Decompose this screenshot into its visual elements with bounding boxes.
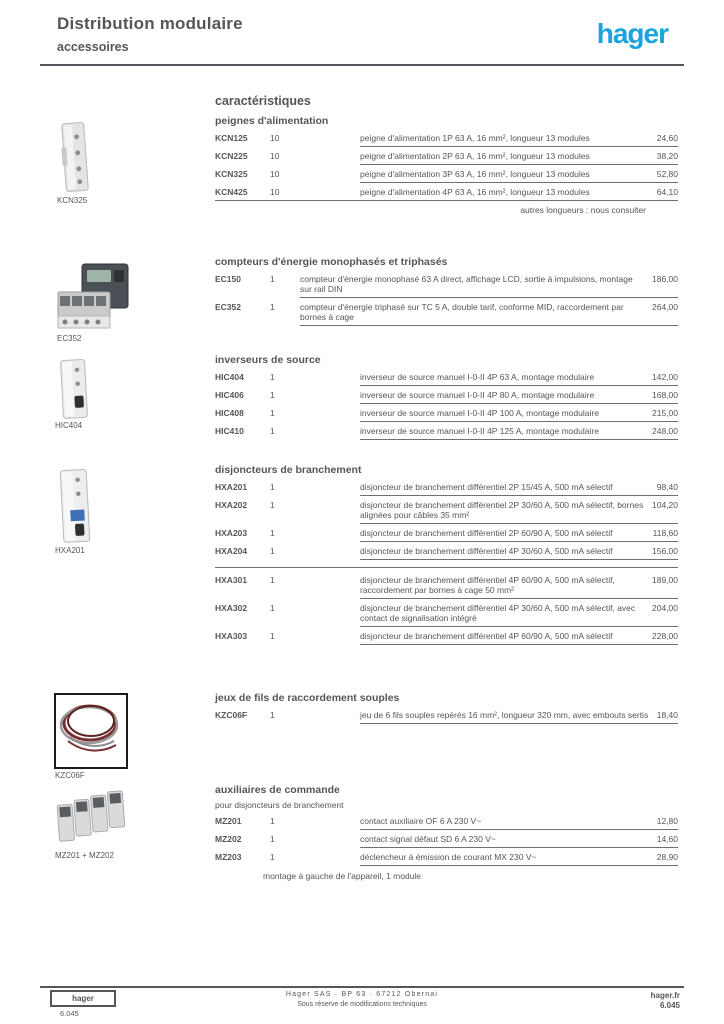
table-row: [215, 852, 678, 866]
desc-cell: compteur d'énergie monophasé 63 A direct, affichage LCD, sortie à impulsions, montage sur rail DIN: [300, 274, 633, 294]
product-section-wires: [215, 692, 678, 728]
table-row: [215, 575, 678, 599]
table-row: [215, 500, 678, 524]
product-section-auxiliaries: [215, 784, 678, 881]
price-cell: 248,00: [652, 426, 678, 436]
price-cell: 215,00: [652, 408, 678, 418]
desc-cell: disjoncteur de branchement différentiel 4P 30/60 A, 500 mA sélectif, avec contact de signalisation intégré: [360, 603, 636, 623]
price-cell: 264,00: [652, 302, 678, 312]
price-cell: 24,60: [656, 133, 678, 143]
qty-cell: 1: [270, 546, 275, 556]
ref-cell: HXA303: [215, 631, 248, 641]
price-cell: 14,60: [656, 834, 678, 844]
product-section-breakers: [215, 464, 678, 649]
desc-cell: disjoncteur de branchement différentiel 4P 30/60 A, 500 mA sélectif: [360, 546, 613, 556]
ref-cell: KCN225: [215, 151, 248, 161]
table-row: [215, 482, 678, 496]
photo-caption: HXA201: [55, 546, 85, 555]
table-row: [215, 390, 678, 404]
ref-cell: MZ202: [215, 834, 242, 844]
price-cell: 52,80: [656, 169, 678, 179]
qty-cell: 1: [270, 302, 275, 312]
block-heading: auxiliaires de commande: [215, 784, 340, 796]
ref-cell: HIC410: [215, 426, 244, 436]
price-cell: 228,00: [652, 631, 678, 641]
footer-rule: [40, 986, 684, 988]
price-cell: 18,40: [656, 710, 678, 720]
table-row: [215, 408, 678, 422]
table-row: [215, 426, 678, 440]
price-cell: 64,10: [656, 187, 678, 197]
product-photo-wire-set: [54, 693, 128, 769]
desc-cell: inverseur de source manuel I-0-II 4P 125 A, montage modulaire: [360, 426, 599, 436]
table-divider: [215, 567, 678, 568]
product-photo-auxiliaries: [54, 789, 130, 845]
block-heading: inverseurs de source: [215, 354, 321, 366]
ref-cell: HXA201: [215, 482, 248, 492]
table-row: [215, 631, 678, 645]
qty-cell: 1: [270, 274, 275, 284]
block-note: autres longueurs : nous consulter: [520, 205, 646, 215]
ref-cell: HXA203: [215, 528, 248, 538]
block-heading: compteurs d'énergie monophasés et triphasés: [215, 256, 448, 268]
table-row: [215, 274, 678, 298]
qty-cell: 10: [270, 151, 280, 161]
desc-cell: contact signal défaut SD 6 A 230 V~: [360, 834, 496, 844]
qty-cell: 1: [270, 834, 275, 844]
product-photo-changeover-switch: [54, 358, 92, 420]
table-row: [215, 816, 678, 830]
qty-cell: 1: [270, 575, 275, 585]
qty-cell: 1: [270, 710, 275, 720]
price-cell: 104,20: [652, 500, 678, 510]
qty-cell: 1: [270, 852, 275, 862]
photo-caption: HIC404: [55, 421, 83, 430]
footer-disclaimer: Sous réserve de modifications techniques: [297, 1001, 427, 1008]
desc-cell: disjoncteur de branchement différentiel 4P 60/90 A, 500 mA sélectif: [360, 631, 613, 641]
desc-cell: inverseur de source manuel I-0-II 4P 100 A, montage modulaire: [360, 408, 599, 418]
ref-cell: EC352: [215, 302, 241, 312]
block-note: montage à gauche de l'appareil, 1 module: [263, 871, 422, 881]
table-row: [215, 528, 678, 542]
block-subheading: pour disjoncteurs de branchement: [215, 800, 344, 810]
desc-cell: disjoncteur de branchement différentiel 2P 30/60 A, 500 mA sélectif, bornes alignées pour câbles 35 mm²: [360, 500, 644, 520]
table-row: [215, 603, 678, 627]
qty-cell: 10: [270, 169, 280, 179]
price-cell: 189,00: [652, 575, 678, 585]
block-heading: peignes d'alimentation: [215, 115, 329, 127]
footer-website: hager.fr: [650, 991, 680, 1000]
ref-cell: KCN125: [215, 133, 248, 143]
price-cell: 38,20: [656, 151, 678, 161]
header-rule: [40, 64, 684, 66]
block-heading: disjoncteurs de branchement: [215, 464, 362, 476]
price-cell: 28,90: [656, 852, 678, 862]
block-heading: jeux de fils de raccordement souples: [215, 692, 400, 704]
ref-cell: KZC06F: [215, 710, 248, 720]
page-title: Distribution modulaire: [57, 14, 243, 33]
photo-caption: MZ201 + MZ202: [55, 851, 114, 860]
product-section-combs: [215, 115, 678, 215]
qty-cell: 1: [270, 426, 275, 436]
qty-cell: 1: [270, 528, 275, 538]
hager-logo: hager: [596, 18, 668, 49]
section-title: caractéristiques: [215, 94, 311, 108]
ref-cell: HIC406: [215, 390, 244, 400]
table-row: [215, 133, 678, 147]
price-cell: 98,40: [656, 482, 678, 492]
desc-cell: peigne d'alimentation 4P 63 A, 16 mm², longueur 13 modules: [360, 187, 590, 197]
photo-caption: EC352: [57, 334, 82, 343]
desc-cell: disjoncteur de branchement différentiel 2P 15/45 A, 500 mA sélectif: [360, 482, 613, 492]
desc-cell: inverseur de source manuel I-0-II 4P 63 A, montage modulaire: [360, 372, 595, 382]
photo-caption: KCN325: [57, 196, 88, 205]
footer-page-ref: 6.045: [60, 1009, 79, 1018]
table-row: [215, 187, 678, 201]
price-cell: 142,00: [652, 372, 678, 382]
ref-cell: HXA204: [215, 546, 248, 556]
footer-address: Hager SAS · BP 63 · 67212 Obernai: [285, 991, 439, 998]
qty-cell: 1: [270, 816, 275, 826]
ref-cell: HXA301: [215, 575, 248, 585]
qty-cell: 10: [270, 133, 280, 143]
table-row: [215, 151, 678, 165]
ref-cell: KCN425: [215, 187, 248, 197]
qty-cell: 1: [270, 631, 275, 641]
qty-cell: 1: [270, 482, 275, 492]
price-cell: 118,60: [652, 528, 678, 538]
desc-cell: peigne d'alimentation 1P 63 A, 16 mm², longueur 13 modules: [360, 133, 590, 143]
price-cell: 168,00: [652, 390, 678, 400]
table-row: [215, 546, 678, 560]
price-cell: 12,80: [656, 816, 678, 826]
price-cell: 186,00: [652, 274, 678, 284]
desc-cell: peigne d'alimentation 2P 63 A, 16 mm², longueur 13 modules: [360, 151, 590, 161]
ref-cell: HIC408: [215, 408, 244, 418]
desc-cell: inverseur de source manuel I-0-II 4P 80 A, montage modulaire: [360, 390, 595, 400]
ref-cell: HIC404: [215, 372, 244, 382]
qty-cell: 1: [270, 500, 275, 510]
footer-brand-box: hager: [50, 990, 116, 1007]
qty-cell: 10: [270, 187, 280, 197]
qty-cell: 1: [270, 390, 275, 400]
desc-cell: compteur d'énergie triphasé sur TC 5 A, double tarif, conforme MID, raccordement par bornes à cage: [300, 302, 624, 322]
desc-cell: jeu de 6 fils souples repérés 16 mm², longueur 320 mm, avec embouts sertis: [360, 710, 649, 720]
ref-cell: MZ203: [215, 852, 242, 862]
desc-cell: disjoncteur de branchement différentiel 4P 60/90 A, 500 mA sélectif, raccordement par bornes à cage 50 mm²: [360, 575, 615, 595]
ref-cell: KCN325: [215, 169, 248, 179]
product-photo-service-breaker: [54, 468, 94, 544]
table-row: [215, 302, 678, 326]
table-row: [215, 710, 678, 724]
desc-cell: peigne d'alimentation 3P 63 A, 16 mm², longueur 13 modules: [360, 169, 590, 179]
qty-cell: 1: [270, 408, 275, 418]
page-subtitle: accessoires: [57, 40, 129, 54]
desc-cell: disjoncteur de branchement différentiel 2P 60/90 A, 500 mA sélectif: [360, 528, 613, 538]
desc-cell: déclencheur à émission de courant MX 230 V~: [360, 852, 537, 862]
table-row: [215, 372, 678, 386]
ref-cell: MZ201: [215, 816, 242, 826]
footer-right: [651, 991, 680, 1011]
product-section-meters: [215, 256, 678, 330]
price-cell: 156,00: [652, 546, 678, 556]
ref-cell: HXA202: [215, 500, 248, 510]
photo-caption: KZC06F: [55, 771, 85, 780]
footer-page-number: 6.045: [659, 1001, 680, 1010]
desc-cell: contact auxiliaire OF 6 A 230 V~: [360, 816, 482, 826]
table-row: [215, 834, 678, 848]
ref-cell: EC150: [215, 274, 241, 284]
table-row: [215, 169, 678, 183]
product-photo-energy-meter: [56, 262, 132, 332]
ref-cell: HXA302: [215, 603, 248, 613]
qty-cell: 1: [270, 372, 275, 382]
qty-cell: 1: [270, 603, 275, 613]
product-photo-comb-busbar: [56, 119, 94, 195]
product-section-changeover: [215, 354, 678, 444]
price-cell: 204,00: [652, 603, 678, 613]
